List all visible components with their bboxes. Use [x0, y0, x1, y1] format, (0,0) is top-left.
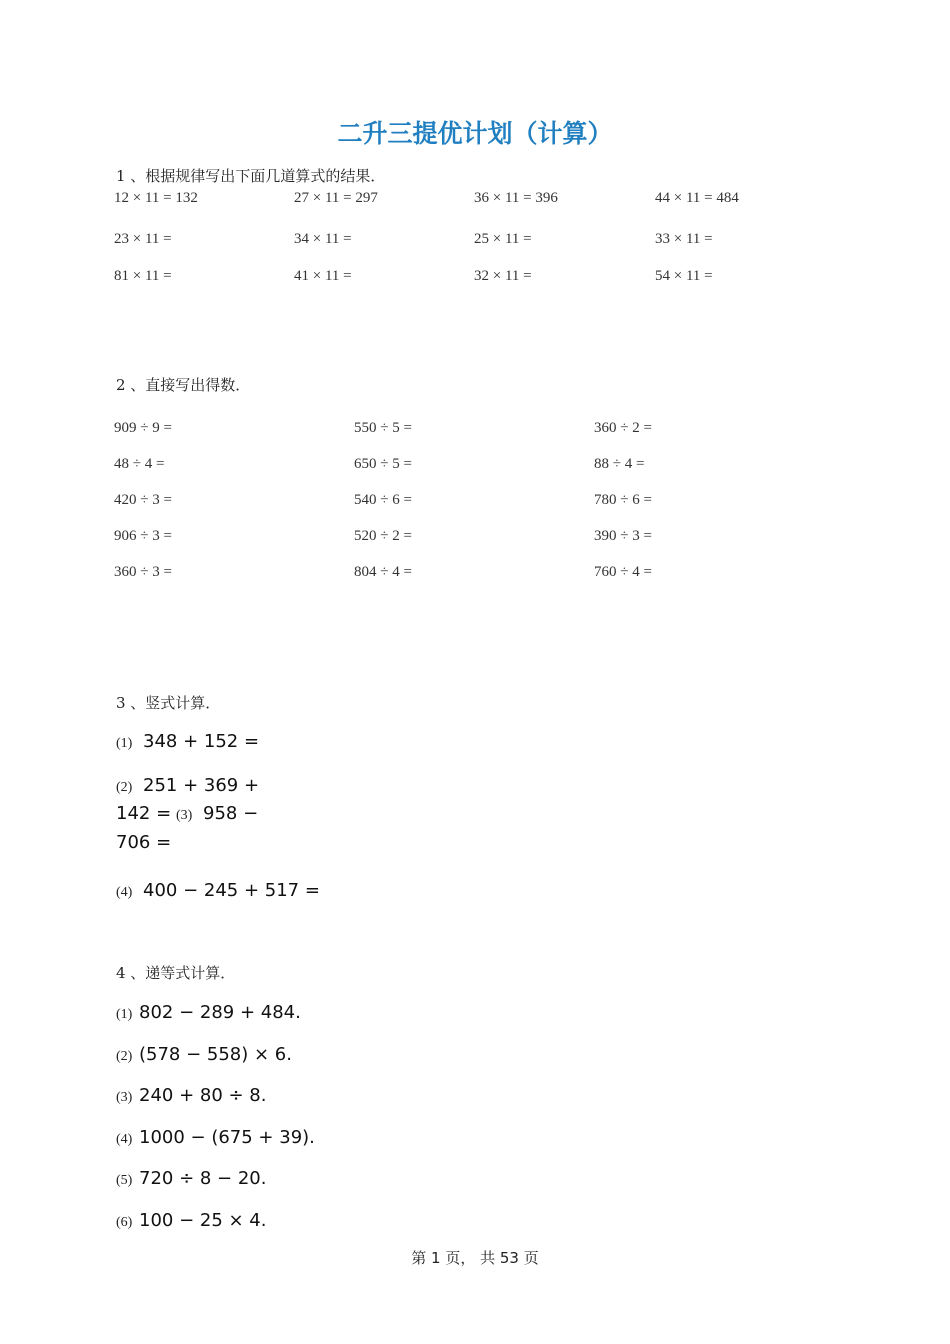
question-4-label: 4 、递等式计算．	[116, 964, 236, 982]
q4-item-number: (6)	[116, 1215, 133, 1230]
q1-example-1: 12 × 11 = 132	[114, 190, 198, 206]
q4-item-number: (5)	[116, 1173, 133, 1188]
q3-item-number: (2)	[116, 780, 133, 795]
q3-item-equation: 400 − 245 + 517 =	[143, 880, 320, 901]
q2-equation: 760 ÷ 4 =	[594, 564, 652, 580]
q2-equation: 906 ÷ 3 =	[114, 528, 172, 544]
q3-item-equation: 142 =	[116, 803, 172, 824]
page-title: 二升三提优计划（计算）	[337, 119, 613, 148]
question-1-label: 1 、根据规律写出下面几道算式的结果．	[116, 167, 386, 185]
q1-equation: 81 × 11 =	[114, 268, 172, 284]
q1-equation: 33 × 11 =	[655, 231, 713, 247]
q4-item-number: (4)	[116, 1132, 133, 1147]
question-3-label: 3 、竖式计算．	[116, 694, 221, 712]
q1-equation: 25 × 11 =	[474, 231, 532, 247]
q4-item-equation: 720 ÷ 8 − 20.	[139, 1168, 267, 1189]
q3-item-number: (3)	[176, 808, 193, 823]
q1-example-2: 27 × 11 = 297	[294, 190, 378, 206]
q4-item-number: (2)	[116, 1049, 133, 1064]
q2-equation: 540 ÷ 6 =	[354, 492, 412, 508]
q2-equation: 520 ÷ 2 =	[354, 528, 412, 544]
q1-equation: 23 × 11 =	[114, 231, 172, 247]
q4-item-number: (1)	[116, 1007, 133, 1022]
question-2-label: 2 、直接写出得数．	[116, 376, 251, 394]
q2-equation: 780 ÷ 6 =	[594, 492, 652, 508]
q3-item-equation: 251 + 369 +	[143, 775, 260, 796]
q4-item-equation: 100 − 25 × 4.	[139, 1210, 267, 1231]
q4-item-equation: 802 − 289 + 484.	[139, 1002, 301, 1023]
q2-equation: 804 ÷ 4 =	[354, 564, 412, 580]
page-footer: 第 1 页， 共 53 页	[411, 1249, 539, 1267]
q2-equation: 48 ÷ 4 =	[114, 456, 165, 472]
q2-equation: 909 ÷ 9 =	[114, 420, 172, 436]
q2-equation: 420 ÷ 3 =	[114, 492, 172, 508]
q4-item-number: (3)	[116, 1090, 133, 1105]
q2-equation: 360 ÷ 2 =	[594, 420, 652, 436]
q3-item-equation: 958 −	[203, 803, 259, 824]
q1-equation: 32 × 11 =	[474, 268, 532, 284]
q2-equation: 390 ÷ 3 =	[594, 528, 652, 544]
q3-item-number: (1)	[116, 736, 133, 751]
q3-item-number: (4)	[116, 885, 133, 900]
q4-item-equation: (578 − 558) × 6.	[139, 1044, 292, 1065]
q2-equation: 650 ÷ 5 =	[354, 456, 412, 472]
q2-equation: 360 ÷ 3 =	[114, 564, 172, 580]
q2-equation: 550 ÷ 5 =	[354, 420, 412, 436]
q1-example-3: 36 × 11 = 396	[474, 190, 558, 206]
q4-item-equation: 240 + 80 ÷ 8.	[139, 1085, 267, 1106]
q1-example-4: 44 × 11 = 484	[655, 190, 739, 206]
q2-equation: 88 ÷ 4 =	[594, 456, 645, 472]
q1-equation: 54 × 11 =	[655, 268, 713, 284]
q4-item-equation: 1000 − (675 + 39).	[139, 1127, 315, 1148]
q1-equation: 34 × 11 =	[294, 231, 352, 247]
q1-equation: 41 × 11 =	[294, 268, 352, 284]
q3-item-equation: 348 + 152 =	[143, 731, 260, 752]
q3-item-equation: 706 =	[116, 832, 172, 853]
